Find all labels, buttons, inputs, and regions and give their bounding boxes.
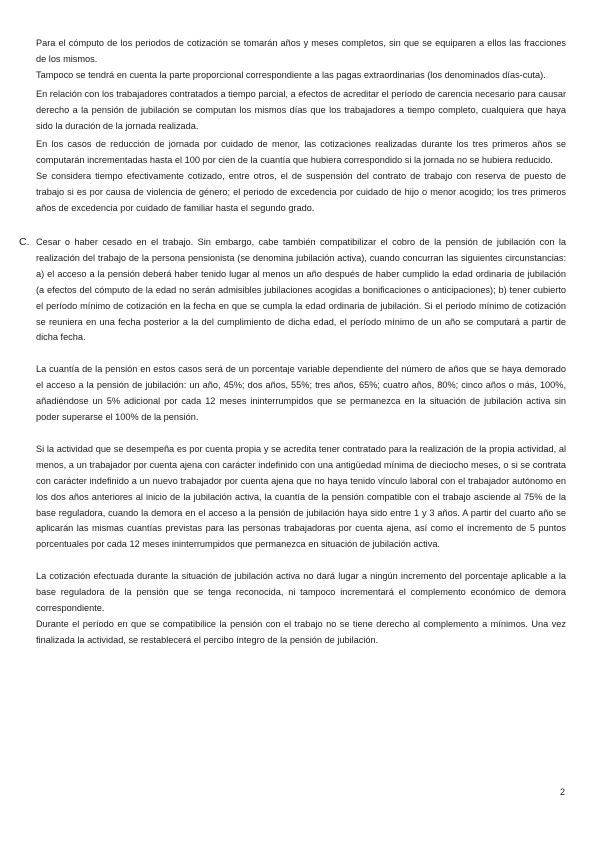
paragraph-cuantia-pension: La cuantía de la pensión en estos casos será de un porcentaje variable dependiente del número de años que se haya demorado el acceso a la pensión de jubilación: un año, 45%; dos años, 55%; tres años, 65%; cuatro años, 80%; cinco años o más, 100%, añadiéndose un 5% adicional por cada 12 meses ininterrumpidos que se permanezca en la situación de jubilación activa sin poder superarse el 100% de la pensión. <box>36 364 566 423</box>
paragraph-reduccion-jornada: En los casos de reducción de jornada por cuidado de menor, las cotizaciones realizadas durante los tres primeros años se computarán incrementadas hasta el 100 por cien de la cuantía que hubiera correspondido si la jornada no se hubiera reducido. <box>36 139 566 166</box>
paragraph-complemento-minimos: Durante el período en que se compatibilice la pensión con el trabajo no se tiene derecho al complemento a mínimos. Una vez finalizada la actividad, se restablecerá el percibo íntegro de la pensión de jubilación. <box>36 619 566 645</box>
paragraph-tiempo-cotizado: Se considera tiempo efectivamente cotizado, entre otros, el de suspensión del contrato de trabajo con reserva de puesto de trabajo si es por causa de violencia de género; el periodo de excedencia por cuidado de hijo o menor acogido; los tres primeros años de excedencia por cuidado de familiar hasta el segundo grado. <box>36 171 566 214</box>
paragraph-pagas-extraordinarias: Tampoco se tendrá en cuenta la parte proporcional correspondiente a las pagas extraordinarias (los denominados días-cuta). <box>36 69 546 80</box>
page-number: 2 <box>559 787 565 797</box>
paragraph-cuenta-propia: Si la actividad que se desempeña es por cuenta propia y se acredita tener contratado para la realización de la propia actividad, al menos, a un trabajador por cuenta ajena con carácter indefinido con una antigüedad mínima de dieciocho meses, o si se contrata con carácter indefinido a un nuevo trabajador por cuenta ajena que no haya tenido vínculo laboral con el trabajador autónomo en los dos años anteriores al inicio de la jubilación activa, la cuantía de la pensión compatible con el trabajo asciende al 75% de la base reguladora, cuando la demora en el acceso a la pensión de jubilación haya sido entre 1 y 3 años. A partir del cuarto año se aplicarán las mismas cuantías previstas para las personas trabajadoras por cuenta ajena, así como el incremento de 5 puntos porcentuales por cada 12 meses ininterrumpidos que permanezca en situación de jubilación activa. <box>36 443 566 550</box>
paragraph-tiempo-parcial: En relación con los trabajadores contratados a tiempo parcial, a efectos de acreditar el período de carencia necesario para causar derecho a la pensión de jubilación se computan los mismos días que los trabajadores a tiempo completo, cualquiera que haya sido la duración de la jornada realizada. <box>36 88 566 131</box>
paragraph-cesar-trabajo: Cesar o haber cesado en el trabajo. Sin embargo, cabe también compatibilizar el cobro de la pensión de jubilación con la realización del trabajo de la persona pensionista (se denomina jubilación activa), cuando concurran las siguientes circunstancias: a) el acceso a la pensión deberá haber tenido lugar al menos un año después de haber cumplido la edad ordinaria de jubilación (a efectos del cómputo de la edad no serán admisibles jubilaciones acogidas a bonificaciones o anticipaciones); b) tener cubierto el período mínimo de cotización en la fecha en que se cumpla la edad ordinaria de jubilación. Si el periodo mínimo de cotización se reuniera en una fecha posterior a la del cumplimiento de dicha edad, el período mínimo de un año se computará a partir de dicha fecha. <box>36 236 566 343</box>
list-marker: C. <box>19 235 30 248</box>
page-content <box>19 36 566 649</box>
paragraph-cotizacion-activa: La cotización efectuada durante la situación de jubilación activa no dará lugar a ningún incremento del porcentaje aplicable a la base reguladora de la pensión que se tenga reconocida, ni tampoco incrementará el complemento económico de demora correspondiente. <box>36 571 566 614</box>
paragraph-computo-periodos: Para el cómputo de los periodos de cotización se tomarán años y meses completos, sin que se equiparen a ellos las fracciones de los mismos. <box>36 38 566 64</box>
list-item-c <box>19 235 566 649</box>
